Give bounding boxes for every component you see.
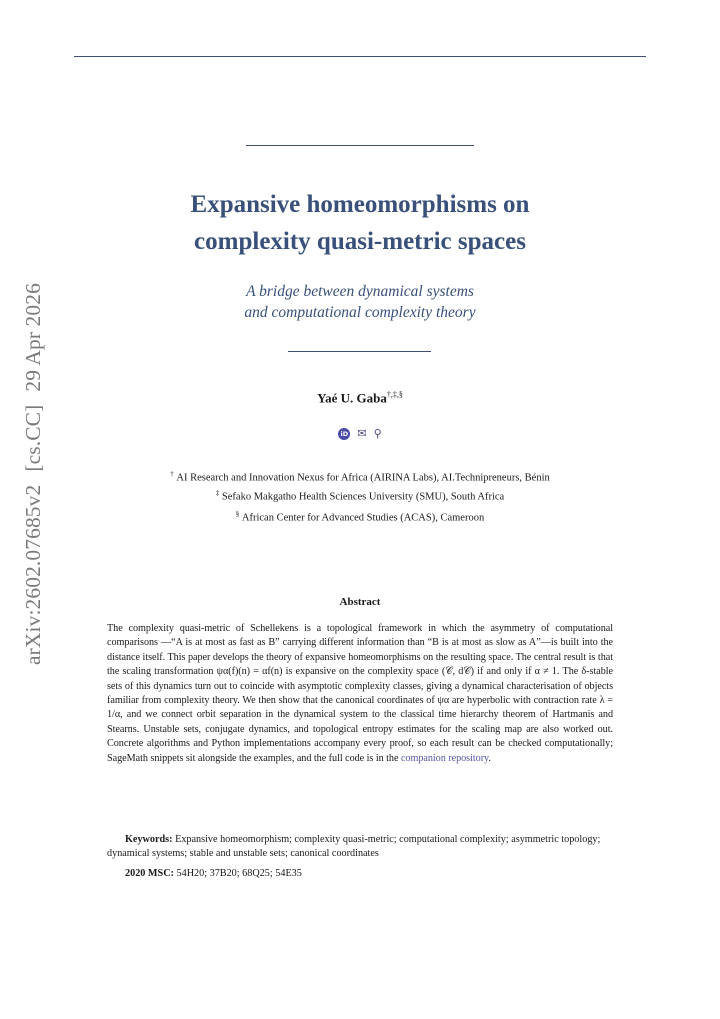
author-links [320,427,400,441]
affiliation-2 [80,486,640,505]
author-line [200,390,520,406]
companion-repository-link[interactable]: companion repository [400,752,489,764]
affiliation-3 [80,507,640,526]
abstract-heading: Abstract [339,596,381,608]
msc-classification [125,867,613,881]
title-rule [246,145,474,146]
affiliation-text: African Center for Advanced Studies (ACAS), Cameroon [241,512,485,524]
keywords [107,833,613,862]
msc-text: 54H20; 37B20; 68Q25; 54E35 [176,868,302,879]
email-icon[interactable]: ✉ [357,427,367,440]
author-marks: †,‡,§ [386,390,403,399]
orcid-icon[interactable]: iD [338,428,350,440]
affiliation-mark: † [170,470,174,478]
abstract-end: . [488,752,491,764]
affiliation-text: AI Research and Innovation Nexus for Africa (AIRINA Labs), AI.Technipreneurs, Bénin [176,472,550,484]
arxiv-category: [cs.CC] [21,404,45,472]
subtitle-rule [288,351,431,352]
keywords-text: Expansive homeomorphism; complexity quasi-metric; computational complexity; asymmetric topology; dynamical systems; stable and unstable sets; canonical coordinates [107,834,601,860]
title-line-2: complexity quasi-metric spaces [194,228,526,255]
subtitle-line-2: and computational complexity theory [244,304,476,321]
paper-title [110,186,610,260]
affiliation-text: Sefako Makgatho Health Sciences University (SMU), South Africa [221,491,505,503]
subtitle-line-1: A bridge between dynamical systems [246,283,474,300]
msc-label: 2020 MSC: [125,868,174,879]
keywords-label: Keywords: [125,834,173,845]
author-name: Yaé U. Gaba [317,390,387,406]
top-rule [74,56,646,57]
paper-subtitle [150,281,570,323]
arxiv-id: arXiv:2602.07685v2 [21,484,45,665]
abstract-body [107,622,613,766]
affiliation-mark: ‡ [215,489,220,497]
affiliation-1 [80,467,640,486]
arxiv-date: 29 Apr 2026 [21,283,45,392]
title-line-1: Expansive homeomorphisms on [190,191,530,218]
abstract-text: The complexity quasi-metric of Schellekens is a topological framework in which the asymmetry of computational comparisons —“A is at most as fast as B” carrying different information than “B is at most as slow as A”—is built into the distance itself. This paper develops the theory of expansive homeomorphisms on the resulting space. The central result is that the scaling transformation ψα(f)(n) = αf(n) is expansive on the complexity space (𝒞, d𝒞) if and only if α ≠ 1. The δ-stable sets of this dynamics turn out to coincide with asymptotic complexity classes, giving a dynamical characterisation of objects familiar from complexity theory. We then show that the canonical coordinates of ψα are hyperbolic with contraction rate λ = 1/α, and we connect orbit separation in the dynamical system to the classical time hierarchy theorem of Hartmanis and Stearns. Unstable sets, conjugate dynamics, and topological entropy estimates for the scaling map are also worked out. Concrete algorithms and Python implementations accompany every proof, so each result can be checked computationally; SageMath snippets sit alongside the examples, and the full code is in the [107,623,613,764]
arxiv-sidebar-stamp [17,285,49,665]
affiliation-mark: § [235,510,240,518]
github-icon[interactable]: ⚲ [373,427,382,440]
